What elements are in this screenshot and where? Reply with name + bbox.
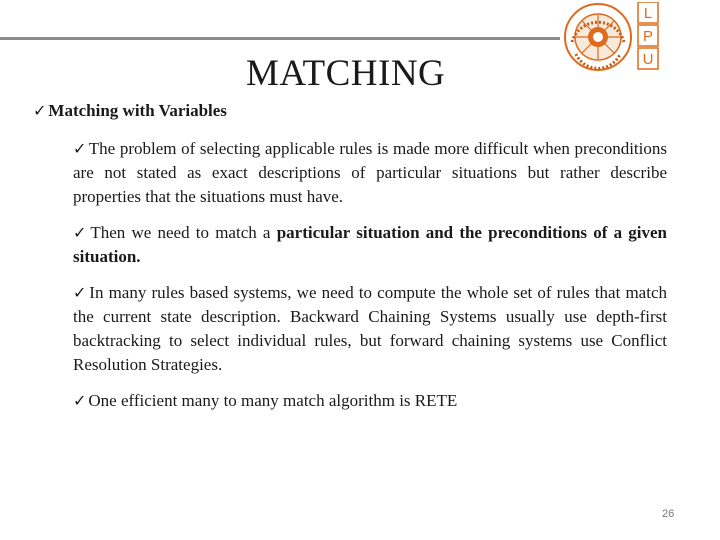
logo-letter-u: U <box>642 51 654 68</box>
slide-title: MATCHING <box>246 53 446 94</box>
bullet-paragraph-4 <box>73 389 667 413</box>
logo-letter-p: P <box>642 28 654 45</box>
bullet-text-2-bold: particular situation and the preconditions of a given situation. <box>73 223 668 266</box>
bullet-text-2-plain: Then we need to match a <box>90 223 277 242</box>
bullet-text-4: One efficient many to many match algorithm is RETE <box>88 391 458 410</box>
header-divider-line <box>0 37 560 40</box>
checkmark-icon: ✓ <box>73 391 87 410</box>
section-heading-text: Matching with Variables <box>48 101 227 120</box>
checkmark-icon: ✓ <box>73 223 89 242</box>
bullet-paragraph-1 <box>73 137 667 209</box>
lpu-logo-icon <box>552 2 718 72</box>
bullet-text-1: The problem of selecting applicable rules is made more difficult when preconditions are not stated as exact descriptions of particular situations but rather describe properties that the situations must have. <box>73 139 667 206</box>
bullet-paragraph-3 <box>73 281 667 377</box>
checkmark-icon: ✓ <box>73 283 88 302</box>
page-number: 26 <box>662 508 675 520</box>
bullet-paragraph-2 <box>73 221 667 269</box>
checkmark-icon: ✓ <box>73 139 87 158</box>
university-logo <box>552 2 718 72</box>
checkmark-icon: ✓ <box>33 101 47 120</box>
logo-letter-l: L <box>643 5 653 22</box>
section-heading <box>33 101 227 121</box>
bullet-text-3: In many rules based systems, we need to compute the whole set of rules that match the current state description. Backward Chaining Systems usually use depth-first backtracking to select individual rules, but forward chaining systems use Conflict Resolution Strategies. <box>73 283 667 374</box>
